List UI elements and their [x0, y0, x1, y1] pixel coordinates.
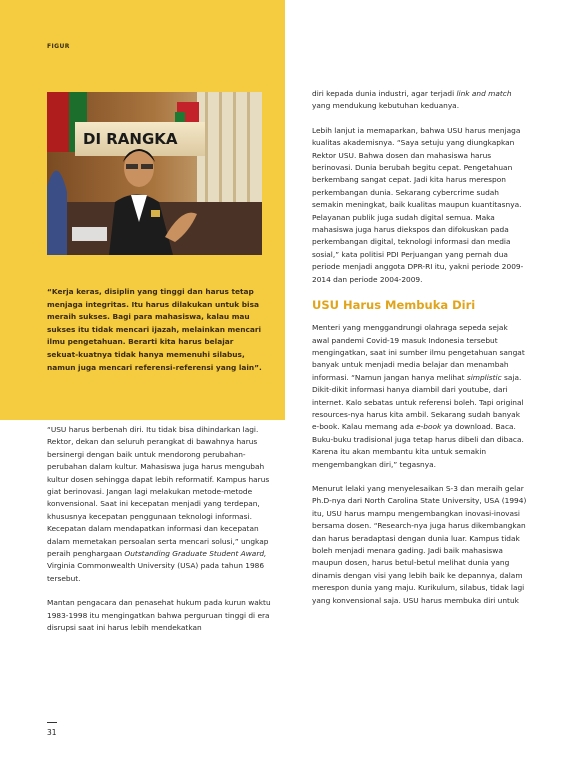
banner-text: DI RANGKA	[83, 130, 178, 148]
paragraph-text: diri kepada dunia industri, agar terjadi	[312, 89, 457, 98]
award-name: Outstanding Graduate Student Award,	[124, 549, 267, 559]
paragraph	[312, 322, 527, 471]
right-text-column	[312, 88, 527, 619]
paragraph: Lebih lanjut ia memaparkan, bahwa USU harus menjaga kualitas akademisnya. “Saya setuju yang diungkapkan Rektor USU. Bahwa dosen dan mahasiswa harus berinovasi. Dunia berubah begitu cepat. Pengetahuan berkembang sangat cepat. Jadi kita harus merespon perkembangan dunia. Sekarang cybercrime sudah semakin meningkat, baik kualitas maupun kuantitasnya. Pelayanan publik juga sudah digital semua. Maka mahasiswa juga harus diekspos dan difokuskan pada perkembangan digital, teknologi informasi dan media sosial,” kata politisi PDI Perjuangan yang pernah dua periode menjadi anggota DPR-RI itu, yakni periode 2009-2014 dan periode 2004-2009.	[312, 125, 524, 284]
pull-quote: “Kerja keras, disiplin yang tinggi dan harus tetap menjaga integritas. Itu harus dilakukan untuk bisa meraih sukses. Bagi para mahasiswa, kalau mau sukses itu tidak mencari ijazah, melainkan mencari ilmu pengetahuan. Berarti kita harus belajar sekuat-kuatnya tidak hanya memenuhi silabus, namun juga mencari referensi-referensi yang lain”.	[47, 287, 262, 372]
portrait-photo	[47, 92, 262, 255]
italic-term: link and match	[456, 89, 512, 98]
section-tag: FIGUR	[47, 43, 70, 50]
paragraph-text: yang mendukung kebutuhan keduanya.	[312, 101, 460, 111]
paragraph	[312, 88, 527, 113]
left-text-column	[47, 424, 279, 647]
paragraph: Menurut lelaki yang menyelesaikan S-3 dan meraih gelar Ph.D-nya dari North Carolina State University, USA (1994) itu, USU harus mampu mengembangkan inovasi-inovasi bersama dosen. “Research-nya juga harus dikembangkan dan harus beradaptasi dengan dunia luar. Kampus tidak boleh menjadi menara gading. Jadi baik mahasiswa maupun dosen, harus betul-betul melihat dunia yang dinamis dengan visi yang lebih baik ke depannya, dalam merespon dunia yang maju. Kurikulum, silabus, tidak lagi yang konvensional saja. USU harus membuka diri untuk	[312, 483, 527, 605]
italic-term: simplistic	[466, 372, 502, 382]
paragraph-text: saja. Dikit-dikit informasi hanya diambil dari youtube, dari internet. Kalo sebatas untuk referensi boleh. Tapi original resources-nya harus kita ambil. Sekarang sudah banyak e-book. Kalau memang ada	[312, 372, 524, 432]
photo-illustration	[47, 92, 262, 255]
section-heading: USU Harus Membuka Diri	[312, 298, 476, 313]
paragraph-text: Virginia Commonwealth University (USA) pada tahun 1986 tersebut.	[47, 561, 265, 583]
page-number-rule	[47, 722, 57, 723]
paragraph-text: ya download. Baca. Buku-buku tradisional juga tetap harus dibeli dan dibaca. Karena itu akan membantu kita untuk semakin mengembangkan diri,” tegasnya.	[312, 422, 524, 469]
italic-term: e-book	[416, 422, 442, 432]
paragraph-text: Menteri yang menggandrungi olahraga sepeda sejak awal pandemi Covid-19 masuk Indonesia tersebut mengingatkan, saat ini sumber ilmu pengetahuan sangat banyak untuk menjadi media belajar dan menambah informasi. “Namun jangan hanya melihat	[312, 323, 525, 382]
paragraph	[47, 424, 279, 585]
paragraph: Mantan pengacara dan penasehat hukum pada kurun waktu 1983-1998 itu mengingatkan bahwa perguruan tinggi di era disrupsi saat ini harus lebih mendekatkan	[47, 598, 271, 633]
page-number: 31	[47, 728, 57, 737]
paragraph-text: “USU harus berbenah diri. Itu tidak bisa dihindarkan lagi. Rektor, dekan dan seluruh perangkat di bawahnya harus bersinergi dengan baik untuk mendorong perubahan-perubahan dalam kultur. Mahasiswa juga harus mengubah kultur dosen sehingga dapat lebih reformatif. Kampus harus giat berinovasi. Jangan lagi melakukan metode-metode konvensional. Saat ini kecepatan menjadi yang terdepan, khususnya kecepatan penggunaan teknologi informasi. Kecepatan dalam mendapatkan informasi dan kecepatan dalam memetakan persoalan serta mencari solusi,” ungkap peraih penghargaan	[47, 425, 270, 559]
